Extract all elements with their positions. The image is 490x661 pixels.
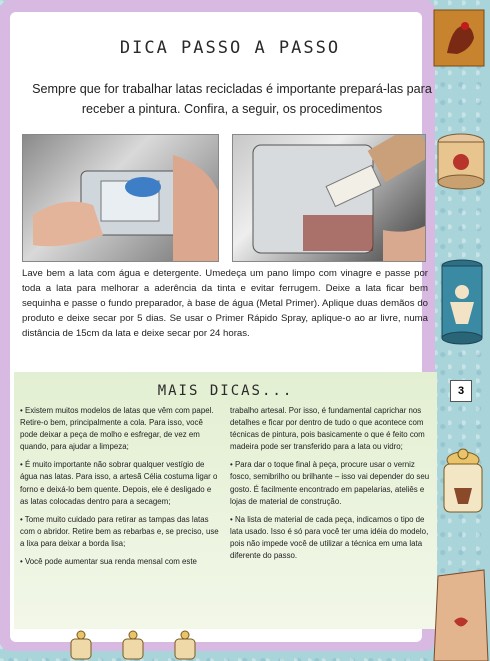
rooster-tile-icon xyxy=(432,8,486,68)
photo-cleaning-can-illustration xyxy=(23,135,219,262)
small-jar-icon xyxy=(172,630,198,661)
painted-vase-icon xyxy=(432,566,490,661)
photo-painting-can xyxy=(232,134,426,262)
small-jar-icon xyxy=(120,630,146,661)
painted-jar-icon xyxy=(438,448,488,520)
photo-cleaning-can xyxy=(22,134,219,262)
tips-column-left xyxy=(20,405,220,574)
tip-item: • Você pode aumentar sua renda mensal com este xyxy=(20,557,197,567)
small-jar-icon xyxy=(68,630,94,661)
intro-text: Sempre que for trabalhar latas recicladas é importante prepará-las para receber a pintura. Confira, a seguir, os procedimentos xyxy=(32,82,432,116)
tip-item: • Na lista de material de cada peça, indicamos o tipo de lata usado. Isso é só para você ter uma idéia do modelo, pois não impede você de utilizar a técnica em uma lata diferente do passo. xyxy=(230,514,429,561)
tip-item: trabalho artesal. Por isso, é fundamental caprichar nos detalhes e ficar por dentro de tudo o que acontece com técnicas de pintura, pois basicamente o que é feito com madeira pode ser transferido para a lata ou vidro; xyxy=(230,406,425,452)
page-title: DICA PASSO A PASSO xyxy=(119,38,341,58)
tip-item: • Para dar o toque final à peça, procure usar o verniz fosco, semibrilho ou brilhante – isso vai depender do seu gosto. É facilmente encontrado em papelarias, ateliês e lojas de material de construção. xyxy=(230,460,430,506)
more-tips-title: MAIS DICAS... xyxy=(157,383,294,399)
tip-item: • É muito importante não sobrar qualquer vestígio de água nas latas. Para isso, a artesã Célia costuma ligar o forno e deixá-lo bem quente. Depois, ele é desligado e as latas colocadas dentro para a secagem; xyxy=(20,460,218,506)
tip-item: • Existem muitos modelos de latas que vêm com papel. Retire-o bem, principalmente a cola. Para isso, você pode deixar a peça de molho e esfregar, de vez em quando, para ajudar a limpeza; xyxy=(20,406,214,452)
instructions-text: Lave bem a lata com água e detergente. Umedeça um pano limpo com vinagre e passe por toda a lata para melhorar a aderência da tinta e evitar ferrugem. Deixe a lata ficar bem sequinha e passe o fundo preparador, à base de água (Metal Primer). Aplique duas demãos do produto e deixe secar por 5 dias. Se usar o Primer Rápido Spray, aplique-o ao ar livre, numa distância de 15cm da lata e deixe secar por 24 horas. xyxy=(22,268,428,339)
photo-painting-can-illustration xyxy=(233,135,426,262)
page-number: 3 xyxy=(450,380,472,402)
tip-item: • Tome muito cuidado para retirar as tampas das latas com o abridor. Retire bem as rebarbas e, se preciso, use a lixa para deixar a borda lisa; xyxy=(20,514,219,548)
painted-can-angel-icon xyxy=(438,258,486,346)
painted-can-flowers-icon xyxy=(436,132,486,190)
tips-column-right xyxy=(230,405,430,568)
